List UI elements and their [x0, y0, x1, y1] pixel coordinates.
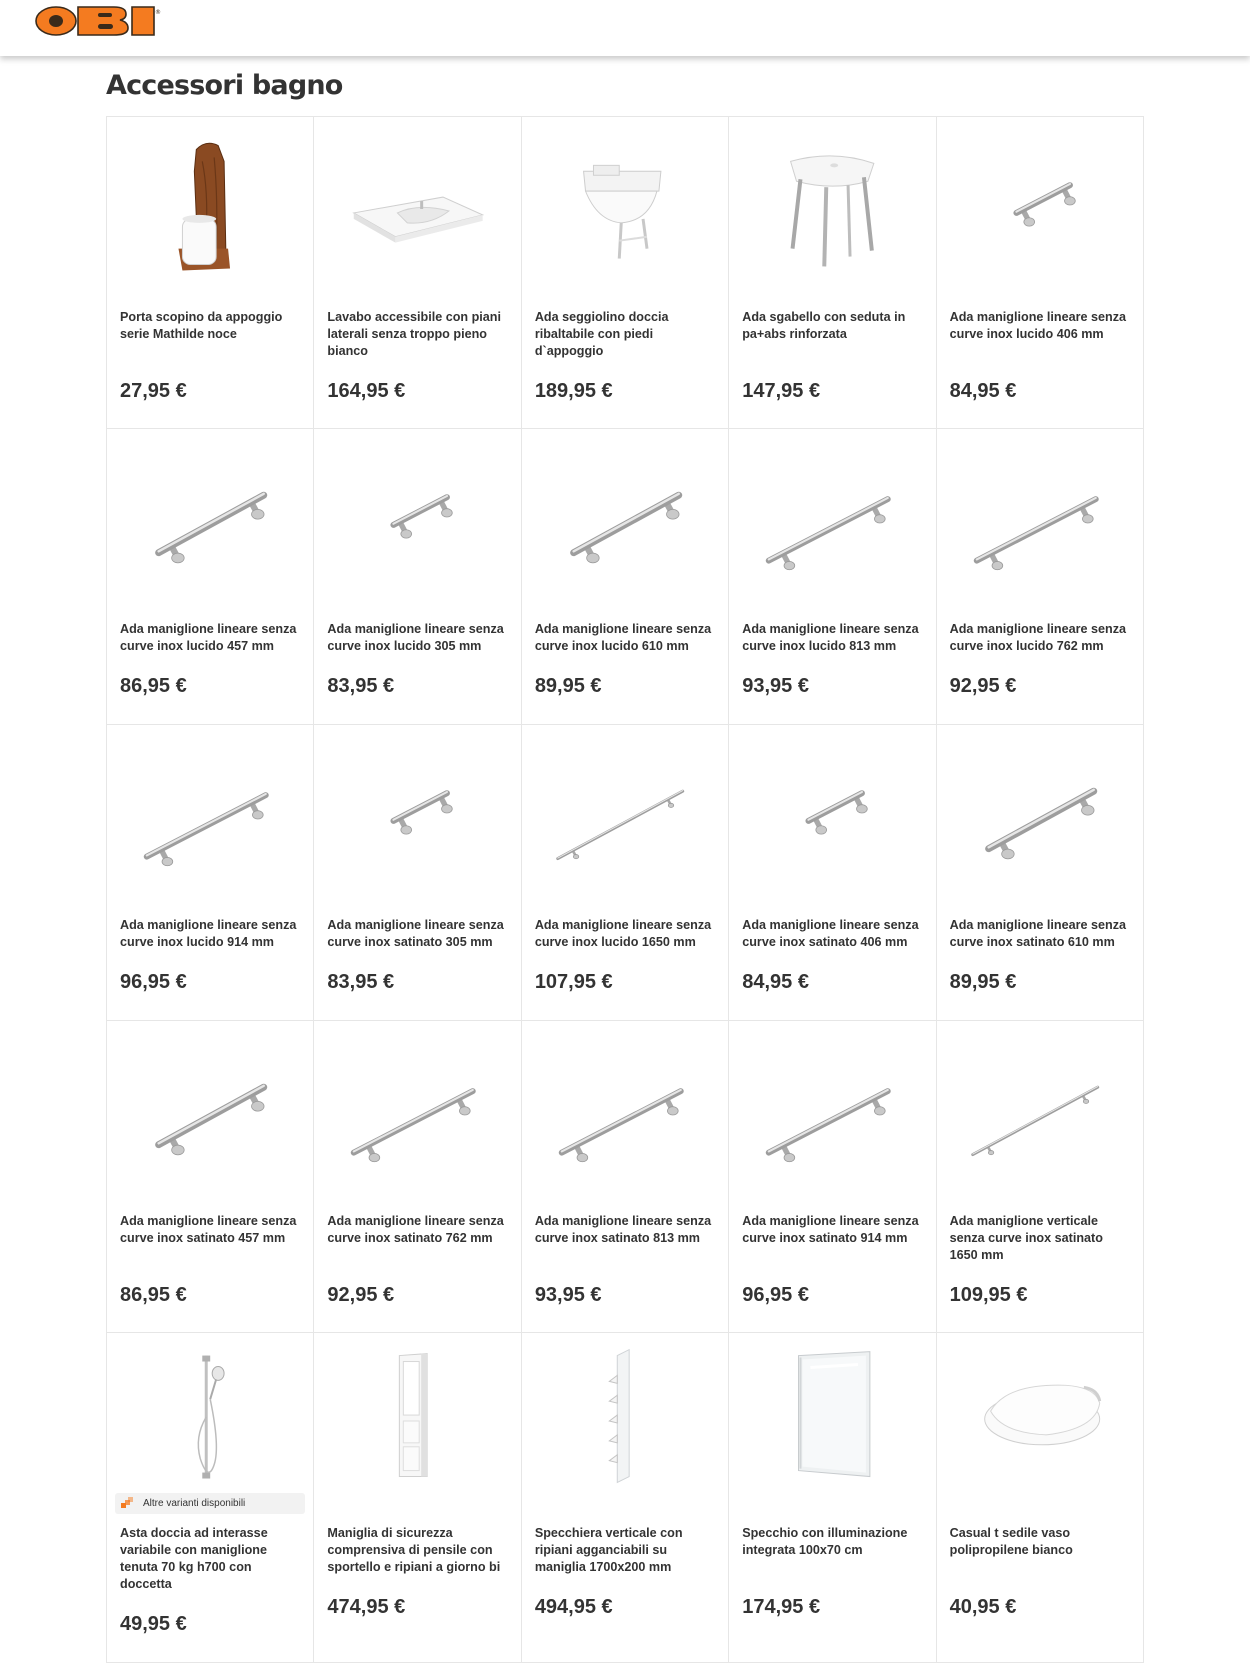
grab-bar-short-image[interactable]	[947, 131, 1133, 281]
product-tile[interactable]	[522, 1333, 729, 1663]
grab-bar-thin-image[interactable]	[947, 1035, 1133, 1185]
product-row	[107, 117, 1144, 429]
product-tile[interactable]	[729, 1333, 936, 1663]
product-price: 474,95 €	[327, 1596, 406, 1618]
product-price: 40,95 €	[949, 1596, 1017, 1618]
product-price: 27,95 €	[120, 380, 187, 402]
product-tile[interactable]	[522, 1021, 729, 1333]
grab-bar-long-image[interactable]	[324, 1035, 510, 1185]
product-name[interactable]: Ada maniglione lineare senza curve inox lucido 813 mm	[742, 622, 919, 653]
product-price: 109,95 €	[949, 1284, 1028, 1306]
grab-bar-long-image[interactable]	[739, 443, 925, 593]
brush-holder-image[interactable]	[117, 131, 303, 281]
product-name[interactable]: Specchio con illuminazione integrata 100x70 cm	[742, 1526, 908, 1557]
svg-text:®: ®	[155, 9, 161, 16]
product-price: 107,95 €	[534, 971, 613, 993]
product-name[interactable]: Maniglia di sicurezza comprensiva di pensile con sportello e ripiani a giorno bi	[327, 1526, 501, 1574]
product-tile[interactable]	[729, 429, 936, 725]
product-price: 89,95 €	[534, 675, 602, 697]
product-name[interactable]: Ada maniglione lineare senza curve inox satinato 762 mm	[327, 1214, 504, 1245]
product-tile[interactable]	[522, 725, 729, 1021]
product-price: 96,95 €	[120, 971, 187, 993]
product-name[interactable]: Ada maniglione lineare senza curve inox satinato 914 mm	[742, 1214, 919, 1245]
product-name[interactable]: Ada maniglione lineare senza curve inox satinato 813 mm	[534, 1214, 712, 1245]
product-name[interactable]: Ada maniglione lineare senza curve inox satinato 305 mm	[327, 918, 504, 949]
grab-bar-long-image[interactable]	[117, 739, 303, 889]
product-name[interactable]: Ada maniglione verticale senza curve inox satinato 1650 mm	[949, 1214, 1103, 1262]
grab-bar-medium-image[interactable]	[117, 1035, 303, 1185]
product-price: 494,95 €	[534, 1596, 613, 1618]
grab-bar-medium-image[interactable]	[947, 739, 1133, 889]
product-name[interactable]: Specchiera verticale con ripiani agganciabili su maniglia 1700x200 mm	[534, 1526, 683, 1574]
product-tile[interactable]	[937, 429, 1144, 725]
product-price: 49,95 €	[120, 1613, 187, 1635]
grab-bar-short-image[interactable]	[324, 443, 510, 593]
product-tile[interactable]	[522, 117, 729, 429]
product-tile[interactable]	[314, 725, 521, 1021]
product-name[interactable]: Ada maniglione lineare senza curve inox lucido 305 mm	[327, 622, 504, 653]
grab-bar-long-image[interactable]	[532, 1035, 718, 1185]
product-tile[interactable]	[522, 429, 729, 725]
stool-image[interactable]	[739, 131, 925, 281]
product-price: 92,95 €	[949, 675, 1017, 697]
product-price: 86,95 €	[120, 1284, 187, 1306]
product-name[interactable]: Ada seggiolino doccia ribaltabile con piedi d`appoggio	[534, 310, 669, 358]
product-tile[interactable]	[314, 429, 521, 725]
shower-rail-image[interactable]	[117, 1347, 303, 1497]
product-tile[interactable]	[937, 117, 1144, 429]
product-tile[interactable]	[107, 1333, 314, 1663]
grab-bar-short-image[interactable]	[324, 739, 510, 889]
product-price: 93,95 €	[742, 675, 809, 697]
product-tile[interactable]	[729, 1021, 936, 1333]
product-name[interactable]: Ada maniglione lineare senza curve inox lucido 406 mm	[949, 310, 1126, 341]
product-price: 89,95 €	[949, 971, 1017, 993]
page-title: Accessori bagno	[106, 70, 343, 101]
site-header	[0, 0, 1250, 56]
lit-mirror-image[interactable]	[739, 1347, 925, 1497]
variants-label: Altre varianti disponibili	[143, 1498, 246, 1509]
product-tile[interactable]	[107, 429, 314, 725]
product-name[interactable]: Ada maniglione lineare senza curve inox lucido 762 mm	[949, 622, 1126, 653]
product-row	[107, 725, 1144, 1021]
grab-bar-medium-image[interactable]	[117, 443, 303, 593]
product-name[interactable]: Ada maniglione lineare senza curve inox satinato 406 mm	[742, 918, 919, 949]
product-row	[107, 429, 1144, 725]
product-price: 86,95 €	[120, 675, 187, 697]
product-price: 174,95 €	[742, 1596, 821, 1618]
grab-bar-medium-image[interactable]	[532, 443, 718, 593]
product-name[interactable]: Ada maniglione lineare senza curve inox lucido 1650 mm	[534, 918, 712, 949]
product-price: 84,95 €	[742, 971, 809, 993]
product-price: 83,95 €	[327, 675, 395, 697]
obi-logo[interactable]	[34, 2, 164, 38]
variants-icon	[121, 1497, 133, 1509]
product-name[interactable]: Asta doccia ad interasse variabile con maniglione tenuta 70 kg h700 con doccetta	[120, 1526, 268, 1591]
product-tile[interactable]	[314, 1333, 521, 1663]
product-tile[interactable]	[107, 117, 314, 429]
vertical-mirror-image[interactable]	[532, 1347, 718, 1497]
product-tile[interactable]	[314, 1021, 521, 1333]
product-price: 164,95 €	[327, 380, 406, 402]
product-tile[interactable]	[314, 117, 521, 429]
product-price: 93,95 €	[534, 1284, 602, 1306]
product-name[interactable]: Ada maniglione lineare senza curve inox satinato 610 mm	[949, 918, 1126, 949]
product-row	[107, 1333, 1144, 1663]
product-grid	[106, 116, 1144, 1663]
toilet-seat-image[interactable]	[947, 1347, 1133, 1497]
grab-bar-thin-image[interactable]	[532, 739, 718, 889]
product-name[interactable]: Ada maniglione lineare senza curve inox lucido 610 mm	[534, 622, 712, 653]
product-tile[interactable]	[937, 1333, 1144, 1663]
grab-bar-long-image[interactable]	[947, 443, 1133, 593]
product-name[interactable]: Casual t sedile vaso polipropilene bianco	[949, 1526, 1073, 1557]
product-name[interactable]: Porta scopino da appoggio serie Mathilde noce	[120, 310, 283, 341]
product-tile[interactable]	[937, 1021, 1144, 1333]
product-price: 83,95 €	[327, 971, 395, 993]
variants-badge[interactable]	[115, 1493, 305, 1514]
product-price: 147,95 €	[742, 380, 821, 402]
product-name[interactable]: Lavabo accessibile con piani laterali senza troppo pieno bianco	[327, 310, 501, 358]
product-tile[interactable]	[107, 1021, 314, 1333]
product-price: 84,95 €	[949, 380, 1017, 402]
product-name[interactable]: Ada maniglione lineare senza curve inox lucido 914 mm	[120, 918, 297, 949]
product-name[interactable]: Ada maniglione lineare senza curve inox satinato 457 mm	[120, 1214, 297, 1245]
product-tile[interactable]	[729, 725, 936, 1021]
washbasin-image[interactable]	[324, 131, 510, 281]
product-row	[107, 1021, 1144, 1333]
product-price: 96,95 €	[742, 1284, 809, 1306]
product-price: 189,95 €	[534, 380, 613, 402]
product-name[interactable]: Ada sgabello con seduta in pa+abs rinforzata	[742, 310, 906, 341]
product-tile[interactable]	[107, 725, 314, 1021]
product-tile[interactable]	[937, 725, 1144, 1021]
shower-seat-image[interactable]	[532, 131, 718, 281]
grab-bar-long-image[interactable]	[739, 1035, 925, 1185]
grab-bar-short-image[interactable]	[739, 739, 925, 889]
product-tile[interactable]	[729, 117, 936, 429]
product-price: 92,95 €	[327, 1284, 395, 1306]
wall-cabinet-image[interactable]	[324, 1347, 510, 1497]
product-name[interactable]: Ada maniglione lineare senza curve inox lucido 457 mm	[120, 622, 297, 653]
